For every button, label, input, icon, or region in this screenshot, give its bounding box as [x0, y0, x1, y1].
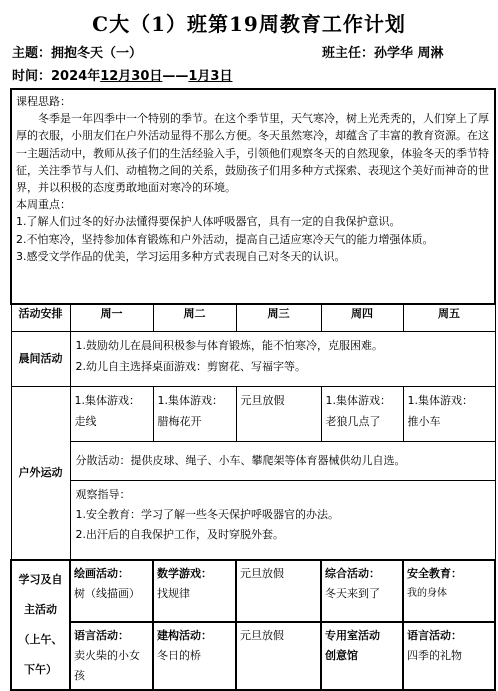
- time-row: [12, 65, 232, 84]
- learning-fri-1: [403, 560, 495, 622]
- morning-activities: [70, 332, 495, 387]
- learning-label-line: 主活动: [24, 603, 57, 616]
- day-header: 周二: [153, 304, 236, 332]
- goals-label: 本周重点：: [16, 198, 71, 212]
- theme-value: 拥抱冬天（一）: [51, 46, 143, 61]
- outdoor-game-thu: [321, 387, 403, 442]
- game-title: 1.集体游戏：: [407, 394, 473, 407]
- learning-wed-2: [236, 622, 321, 690]
- game-title: 1.集体游戏：: [74, 394, 140, 407]
- learning-label-line: 下午）: [24, 663, 57, 676]
- learning-mon-1: [70, 560, 153, 622]
- goal-item: 2.不怕寒冷，坚持参加体育锻炼和户外活动，提高自己适应寒冷天气的能力增强体质。: [16, 232, 434, 246]
- outdoor-game-wed: [236, 387, 321, 442]
- time-year: 2024年: [51, 69, 101, 84]
- learning-wed-1: [236, 560, 321, 622]
- course-intro-cell: [11, 89, 495, 304]
- observe-label: 观察指导：: [75, 488, 131, 501]
- plan-table: [10, 88, 496, 691]
- thinking-label: 课程思路：: [16, 95, 71, 108]
- observe-line: 1.安全教育：学习了解一些冬天保护呼吸器官的办法。: [75, 508, 339, 521]
- activity-name: 树（线描画）: [74, 587, 140, 600]
- time-end-date: 1月3日: [188, 69, 233, 84]
- teacher-value: 孙学华 周淋: [374, 46, 444, 61]
- scatter-activity: 分散活动：提供皮球、绳子、小车、攀爬架等体育器械供幼儿自选。: [70, 442, 495, 481]
- holiday-text: 元旦放假: [240, 629, 284, 642]
- teacher-label: 班主任：: [322, 46, 375, 61]
- outdoor-label: 户外运动: [11, 387, 70, 561]
- goal-item: 1.了解人们过冬的好办法懂得要保护人体呼吸器官，具有一定的自我保护意识。: [16, 215, 401, 229]
- activity-name: 我的身体: [407, 588, 447, 599]
- activity-title: 绘画活动：: [74, 567, 129, 580]
- game-name: 腊梅花开: [157, 415, 202, 428]
- activity-title: 语言活动：: [74, 629, 129, 642]
- game-name: 推小车: [407, 415, 441, 428]
- game-title: 1.集体游戏：: [157, 394, 223, 407]
- learning-mon-2: [70, 622, 153, 690]
- learning-thu-2: [321, 622, 403, 690]
- activity-name: 找规律: [157, 587, 190, 600]
- activity-title: 数学游戏：: [157, 567, 212, 580]
- activity-name: 卖火柴的小女孩: [74, 649, 140, 682]
- activity-name: 创意馆: [325, 649, 358, 662]
- observe-guidance: [70, 481, 495, 561]
- goal-item: 3.感受文学作品的优美，学习运用多种方式表现自己对冬天的认识。: [16, 249, 346, 263]
- activity-title: 语言活动：: [407, 629, 462, 642]
- morning-line: 1.鼓励幼儿在晨间积极参与体育锻炼，能不怕寒冷，克服困难。: [75, 339, 383, 352]
- outdoor-game-tue: [153, 387, 236, 442]
- page-title: C大（1）班第19周教育工作计划: [92, 12, 406, 36]
- teacher-row: [322, 42, 444, 61]
- activity-title: 综合活动：: [325, 567, 380, 580]
- holiday-text: 元旦放假: [240, 394, 285, 407]
- day-header: 周五: [403, 304, 495, 332]
- game-name: 走线: [74, 415, 97, 428]
- holiday-text: 元旦放假: [240, 567, 284, 580]
- learning-fri-2: [403, 622, 495, 690]
- time-label: 时间：: [12, 69, 52, 84]
- thinking-text: 冬季是一年四季中一个特别的季节。在这个季节里，天气寒冷，树上光秃秃的，人们穿上了厚厚的衣服，小朋友们在户外活动显得不那么方便。冬天虽然寒冷，却蕴含了丰富的教育资源。在这一主题活动中，教师从孩子们的生活经验入手，引领他们观察冬天的自然现象，体验冬天的季节特征，关注季节与人们、动植物之间的关系，鼓励孩子们用多种方式探索、表现这个美好而神奇的世界，并以积极的态度勇敢地面对寒冷的环境。: [16, 112, 489, 195]
- time-separator: ——: [162, 69, 189, 84]
- day-header: 周一: [70, 304, 153, 332]
- outdoor-game-fri: [403, 387, 495, 442]
- activity-name: 冬天来到了: [325, 587, 380, 600]
- game-name: 老狼几点了: [325, 415, 381, 428]
- day-header: 周三: [236, 304, 321, 332]
- activity-name: 冬日的桥: [157, 649, 201, 662]
- header-row: [11, 304, 495, 332]
- observe-line: 2.出汗后的自我保护工作，及时穿脱外套。: [75, 528, 284, 541]
- day-header: 周四: [321, 304, 403, 332]
- activity-header: 活动安排: [11, 304, 70, 332]
- theme-label: 主题：: [12, 46, 52, 61]
- morning-label: 晨间活动: [11, 332, 70, 387]
- outdoor-game-mon: [70, 387, 153, 442]
- learning-tue-1: [153, 560, 236, 622]
- learning-tue-2: [153, 622, 236, 690]
- activity-title: 建构活动：: [157, 629, 212, 642]
- activity-name: 四季的礼物: [407, 649, 462, 662]
- game-title: 1.集体游戏：: [325, 394, 391, 407]
- morning-line: 2.幼儿自主选择桌面游戏：剪窗花、写福字等。: [75, 360, 306, 373]
- time-start-date: 12月30日: [100, 69, 163, 84]
- activity-title: 安全教育：: [407, 567, 462, 580]
- learning-label: [11, 560, 70, 690]
- theme-row: [12, 42, 142, 61]
- learning-label-line: 学习及自: [18, 573, 63, 586]
- activity-title: 专用室活动: [325, 629, 380, 642]
- learning-thu-1: [321, 560, 403, 622]
- learning-label-line: （上午、: [18, 633, 63, 646]
